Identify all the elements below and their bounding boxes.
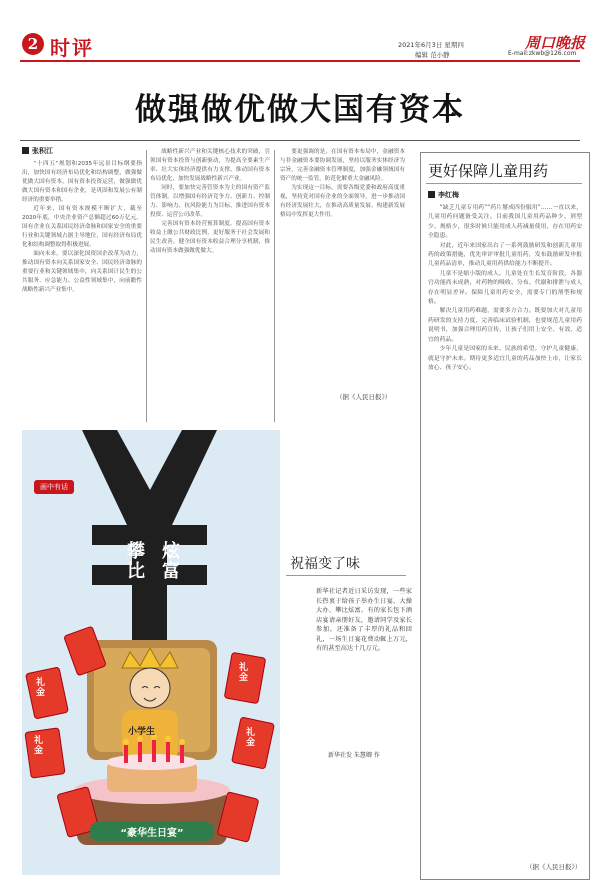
section-title: 时评 bbox=[50, 36, 94, 60]
yuan-symbol-icon bbox=[82, 430, 217, 645]
issue-date: 2021年6月3日 星期四 bbox=[398, 41, 464, 49]
article-author: 张积江 bbox=[22, 146, 53, 156]
paragraph: “缺乏儿童专用药”“药片掰成四份服用”……一直以来，儿童用药问题备受关注。目前我国儿童用药品种少、剂型少、规格少，很多时候只能用成人药减量使用，存在用药安全隐患。 bbox=[428, 205, 582, 240]
child-label: 小学生 bbox=[128, 727, 156, 737]
contact-email: E-mail:zkwb@126.com bbox=[508, 50, 577, 57]
paragraph: 少年儿童是国家的未来、民族的希望。守护儿童健康，就是守护未来。期待更多适宜儿童的药品加快上市，让家长放心、孩子安心。 bbox=[428, 346, 582, 371]
sidebar-article-body bbox=[428, 204, 582, 844]
paragraph: 为实现这一目标，需要各级党委和政府高度重视，坚持党对国有企业的全面领导，进一步推动国有经济发展壮大，在推动高质量发展、构建新发展格局中发挥更大作用。 bbox=[280, 185, 405, 218]
article-column-2 bbox=[150, 148, 270, 418]
sidebar-title-divider bbox=[426, 183, 582, 184]
newspaper-logo: 周口晚报 bbox=[525, 34, 586, 52]
editor-credit: 编辑 范小静 bbox=[415, 51, 450, 59]
article-source: （据《人民日报》） bbox=[336, 393, 392, 401]
cartoon-illustration bbox=[22, 430, 280, 875]
paragraph: 解决儿童用药难题，需要多方合力。既要加大对儿童用药研发的支持力度，完善临床试验机制，也要规范儿童用药说明书，加强合理用药宣传，让孩子们用上安全、有效、适宜的药品。 bbox=[428, 308, 582, 343]
paragraph: 完善国有资本经营预算制度，提高国有资本收益上缴公共财政比例，更好服务于社会发展和民生改善。健全国有资本收益合理分享机制，推动国有资本做强做优做大。 bbox=[150, 221, 270, 254]
gift-label: 礼金 bbox=[34, 736, 44, 756]
paragraph: 近年来，国有资本规模不断扩大，截至2020年底，中央企业资产总额超过60万亿元。国有企业在关系国民经济命脉和国家安全的重要行业和关键领域占据主导地位，国有经济布局优化和结构调整取得积极进展。 bbox=[22, 206, 142, 248]
paragraph: 儿童不是缩小版的成人。儿童处在生长发育阶段，各器官功能尚未成熟，对药物的吸收、分布、代谢和排泄与成人存在明显差异。保障儿童用药安全，需要专门的剂型和规格。 bbox=[428, 270, 582, 306]
cartoon-drawing bbox=[22, 430, 280, 875]
column-divider bbox=[274, 150, 275, 422]
article-column-1 bbox=[22, 160, 142, 422]
sidebar-article-author: 李红梅 bbox=[428, 190, 459, 200]
paragraph: 战略性新兴产业和关键核心技术的突破，引领国有资本投资与创新驱动，为提高全要素生产率、壮大实体经济提供有力支撑。推动国有资本布局优化，加快发展战略性新兴产业。 bbox=[150, 149, 270, 182]
article-column-3 bbox=[280, 148, 405, 378]
cartoon-caption-title: 祝福变了味 bbox=[290, 556, 360, 572]
paragraph: 要更强调的是，在国有资本布局中，金融资本与非金融资本要协调发展，坚持以服务实体经济为宗旨，完善金融资本管理制度，加强金融领域国有资产的统一监管，防范化解重大金融风险。 bbox=[280, 149, 405, 182]
main-headline: 做强做优做大国有资本 bbox=[135, 92, 465, 128]
paragraph: 同时，要加快完善管资本为主的国有资产监管体制，以增强国有经济竞争力、创新力、控制力、影响力、抗风险能力为目标，推进国有资本投资、运营公司改革。 bbox=[150, 185, 270, 218]
gift-label: 礼金 bbox=[239, 663, 249, 683]
gift-label: 礼金 bbox=[36, 678, 46, 698]
header-divider bbox=[20, 60, 580, 62]
cartoon-word-panbi: 攀比 bbox=[127, 541, 145, 582]
column-divider bbox=[146, 150, 147, 422]
cartoon-credit: 新华社发 朱慧卿 作 bbox=[328, 752, 380, 759]
cartoon-tag: 画中有话 bbox=[34, 480, 74, 494]
headline-divider bbox=[20, 140, 580, 141]
child-head-icon bbox=[130, 668, 170, 708]
cartoon-caption-text: 新华社记者近日采访发现，一些家长热衷于给孩子举办生日宴，大操大办、攀比炫富。有的家长包下酒店宴请亲朋好友，邀请同学及家长参加，还准备了丰厚的礼品和回礼，一场生日宴花费动辄上万元，有的甚至高达十几万元。 bbox=[316, 588, 412, 652]
gift-label: 礼金 bbox=[246, 728, 256, 748]
paragraph: 面向未来，要以深化国资国企改革为动力，推动国有资本向关系国家安全、国民经济命脉的重要行业和关键领域集中，向关系国计民生的公共服务、应急能力、公益性领域集中，向前瞻性战略性新兴产业集中。 bbox=[22, 251, 142, 293]
paragraph: 对此，近年来国家出台了一系列鼓励研发和创新儿童用药的政策措施，优先审评审批儿童用药，发布鼓励研发申报儿童药品清单，推动儿童用药供给能力不断提升。 bbox=[428, 242, 582, 268]
cartoon-word-xuanfu: 炫富 bbox=[162, 541, 180, 582]
sidebar-article-source: （据《人民日报》） bbox=[526, 863, 582, 871]
paragraph: “十四五”规划和2035年远景目标纲要指出，加快国有经济布局优化和结构调整，做强做优做大国有资本。国有资本投资运营，做强做优做大国有资本和国有企业，是巩固和发展公有制经济的重要举措。 bbox=[22, 161, 142, 203]
page-number-badge: 2 bbox=[22, 33, 44, 55]
caption-divider bbox=[286, 575, 406, 576]
sidebar-article-title: 更好保障儿童用药 bbox=[428, 162, 549, 180]
cartoon-banner: “豪华生日宴” bbox=[90, 822, 214, 841]
